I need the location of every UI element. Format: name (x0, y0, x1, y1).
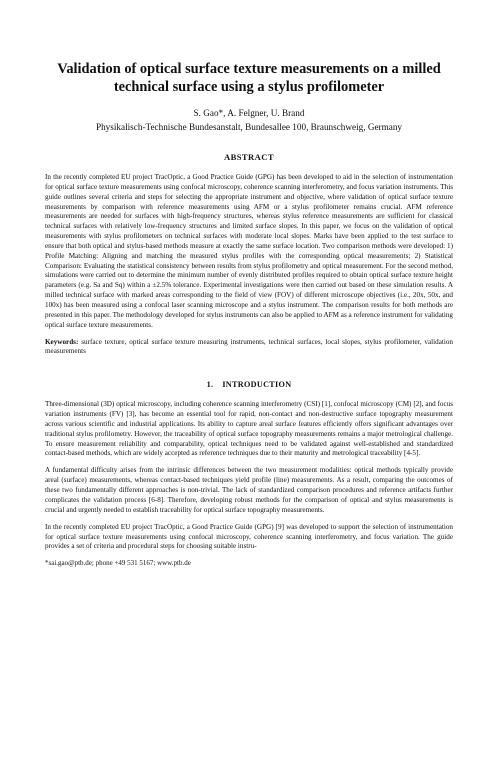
title-line-1: Validation of optical surface texture measurements on a milled (57, 61, 441, 77)
intro-paragraph-3: In the recently completed EU project TracOptic, a Good Practice Guide (GPG) [9] was developed to support the selection of instrumentation for optical surface texture measurements using confocal microscopy, coherence scanning interferometry, and focus variation. The guide provides a set of criteria and procedural steps for choosing suitable instru- (45, 522, 453, 551)
intro-paragraph-2: A fundamental difficulty arises from the intrinsic differences between the two measurement modalities: optical methods typically provide areal (surface) measurements, whereas contact-based techniques yield profile (line) measurements. As a result, comparing the outcomes of these two fundamentally different approaches is non-trivial. The lack of standardized comparison procedures and reference artifacts further complicates the validation process [6-8]. Therefore, developing robust methods for the comparison of optical and stylus measurements is crucial and urgently needed to establish traceability for optical surface topography measurements. (45, 466, 453, 514)
abstract-text: In the recently completed EU project TracOptic, a Good Practice Guide (GPG) has been developed to aid in the selection of instrumentation for optical surface texture measurements using confocal microscopy, coherence scanning interferometry, and focus variation instruments. This guide outlines several criteria and steps for selecting the appropriate instrument and objective, where validation of optical surface texture measurements by comparison with reference measurements using AFM or a stylus profilometer remains crucial. AFM reference measurements are needed for surfaces with high-frequency structures, whereas stylus reference measurements are sufficient for classical technical surfaces with relatively low-frequency structures and limited surface slopes. In this paper, we focus on the validation of optical measurements with stylus profilometers on technical surfaces with moderate local slopes. Marks have been applied to the test surface to ensure that both optical and stylus-based methods measure at exactly the same surface location. Two comparison methods were developed: 1) Profile Matching: Aligning and matching the measured stylus profiles with the corresponding optical measurements; 2) Statistical Comparison: Evaluating the statistical consistency between results from stylus profilometry and optical measurement. For the second method, simulations were carried out to determine the minimum number of evenly distributed profiles required to obtain optical surface texture height parameters (e.g. Sa and Sq) within a ±2.5% tolerance. Experimental investigations were then carried out based on these simulation results. A milled technical surface with marked areas corresponding to the field of view (FOV) of different microscope objectives (i.e., 20x, 50x, and 100x) has been measured using a confocal laser scanning microscope and a stylus instrument. The comparison results for both methods are presented in this paper. The methodology developed for stylus instruments can also be applied to AFM as a reference instrument for validating optical surface texture measurements. (45, 173, 453, 329)
section-title: INTRODUCTION (222, 380, 292, 390)
title-line-2: technical surface using a stylus profilometer (113, 79, 385, 95)
paper-page (0, 60, 500, 766)
section-heading-introduction (45, 380, 453, 389)
keywords (45, 338, 453, 358)
keywords-label: Keywords: (45, 337, 79, 346)
intro-paragraph-1: Three-dimensional (3D) optical microscopy, including coherence scanning interferometry (CSI) [1], confocal microscopy (CM) [2], and focus variation instruments (FV) [3], has become an essential tool for rapid, non-contact and non-destructive surface topography measurement across various scientific and industrial applications. Its ability to capture areal surface features efficiently offers significant advantages over traditional stylus profilometry. However, the traceability of optical surface topography measurements remains a major metrological challenge. To ensure measurement reliability and comparability, optical techniques need to be validated against well-established and standardized contact-based methods, which are widely accepted as reference techniques due to their maturity and metrological traceability [4-5]. (45, 400, 453, 458)
keywords-text: surface texture, optical surface texture measuring instruments, technical surfaces, local slopes, stylus profilometer, validation measurements (45, 337, 453, 356)
paper-title (45, 60, 453, 96)
affiliation: Physikalisch-Technische Bundesanstalt, Bundesallee 100, Braunschweig, Germany (95, 122, 403, 132)
author-list: S. Gao*, A. Felgner, U. Brand (193, 108, 305, 118)
abstract-heading: ABSTRACT (224, 152, 274, 162)
section-number: 1. (206, 380, 214, 390)
corresponding-author-footnote: *sai.gao@ptb.de; phone +49 531 5167; www.ptb.de (45, 559, 191, 568)
